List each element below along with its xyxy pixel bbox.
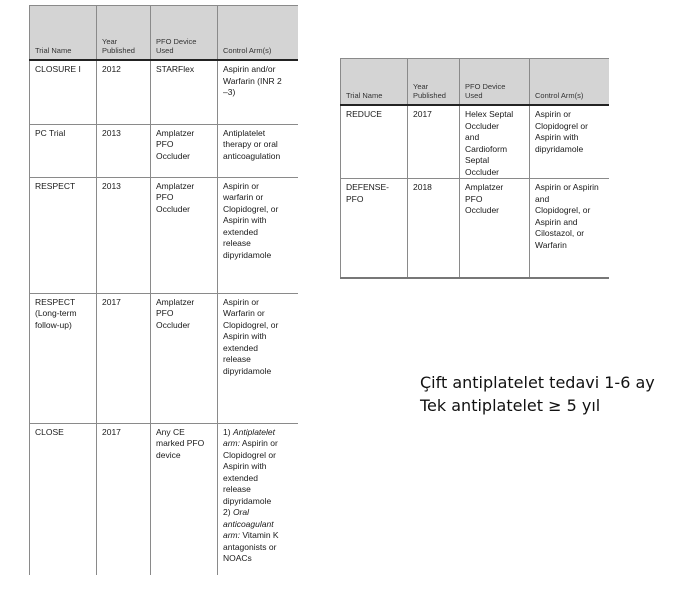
header-year-published: Year Published	[408, 59, 460, 106]
table-row	[30, 293, 298, 423]
control-arm-1-text: Aspirin or Clopidogrel or Aspirin with extended release dipyridamole	[223, 438, 278, 506]
header-pfo-device: PFO Device Used	[151, 6, 218, 61]
table-row	[30, 177, 298, 293]
device-cell: STARFlex	[151, 60, 218, 124]
trial-name-cell: RESPECT	[30, 177, 97, 293]
trials-table-right	[340, 58, 609, 279]
control-arm-cell: Aspirin or warfarin or Clopidogrel, or Aspirin with extended release dipyridamole	[218, 177, 298, 293]
table-row	[30, 423, 298, 575]
control-arm-cell: Aspirin and/or Warfarin (INR 2 –3)	[218, 60, 298, 124]
trials-table-left	[29, 5, 298, 575]
device-cell: Amplatzer PFO Occluder	[460, 179, 530, 278]
device-cell: Any CE marked PFO device	[151, 423, 218, 575]
year-cell: 2013	[97, 177, 151, 293]
year-cell: 2018	[408, 179, 460, 278]
control-arm-cell: Aspirin or Aspirin and Clopidogrel, or Aspirin and Cilostazol, or Warfarin	[530, 179, 609, 278]
note-single-antiplatelet: Tek antiplatelet ≥ 5 yıl	[420, 396, 601, 415]
year-cell: 2012	[97, 60, 151, 124]
trial-name-cell: RESPECT (Long-term follow-up)	[30, 293, 97, 423]
table-header-row	[30, 6, 298, 61]
year-cell: 2017	[408, 105, 460, 179]
trial-name-cell: CLOSURE I	[30, 60, 97, 124]
device-cell: Amplatzer PFO Occluder	[151, 177, 218, 293]
header-trial-name: Trial Name	[30, 6, 97, 61]
table-row	[341, 179, 609, 278]
year-cell: 2017	[97, 423, 151, 575]
header-pfo-device: PFO Device Used	[460, 59, 530, 106]
trial-name-cell: DEFENSE- PFO	[341, 179, 408, 278]
device-cell: Amplatzer PFO Occluder	[151, 124, 218, 177]
table-row	[30, 124, 298, 177]
device-cell: Amplatzer PFO Occluder	[151, 293, 218, 423]
control-arm-1-label: Antiplatelet arm:	[223, 426, 275, 448]
control-arm-1-number: 1)	[223, 426, 231, 437]
year-cell: 2013	[97, 124, 151, 177]
trial-name-cell: PC Trial	[30, 124, 97, 177]
header-control-arms: Control Arm(s)	[530, 59, 609, 106]
control-arm-cell: Aspirin or Warfarin or Clopidogrel, or Aspirin with extended release dipyridamole	[218, 293, 298, 423]
table-header-row	[341, 59, 609, 106]
table-row	[341, 105, 609, 179]
control-arm-cell	[218, 423, 298, 575]
control-arm-2-number: 2)	[223, 507, 231, 517]
header-control-arms: Control Arm(s)	[218, 6, 298, 61]
table-row	[30, 60, 298, 124]
header-year-published: Year Published	[97, 6, 151, 61]
device-cell: Helex Septal Occluder and Cardioform Septal Occluder	[460, 105, 530, 179]
control-arm-2-text: Vitamin K antagonists or NOACs	[223, 530, 279, 563]
trial-name-cell: CLOSE	[30, 423, 97, 575]
header-trial-name: Trial Name	[341, 59, 408, 106]
year-cell: 2017	[97, 293, 151, 423]
note-dual-antiplatelet: Çift antiplatelet tedavi 1-6 ay	[420, 373, 655, 392]
control-arm-2-label: Oral anticoagulant arm:	[223, 507, 274, 540]
trial-name-cell: REDUCE	[341, 105, 408, 179]
control-arm-cell: Antiplatelet therapy or oral anticoagulation	[218, 124, 298, 177]
control-arm-cell: Aspirin or Clopidogrel or Aspirin with dipyridamole	[530, 105, 609, 179]
